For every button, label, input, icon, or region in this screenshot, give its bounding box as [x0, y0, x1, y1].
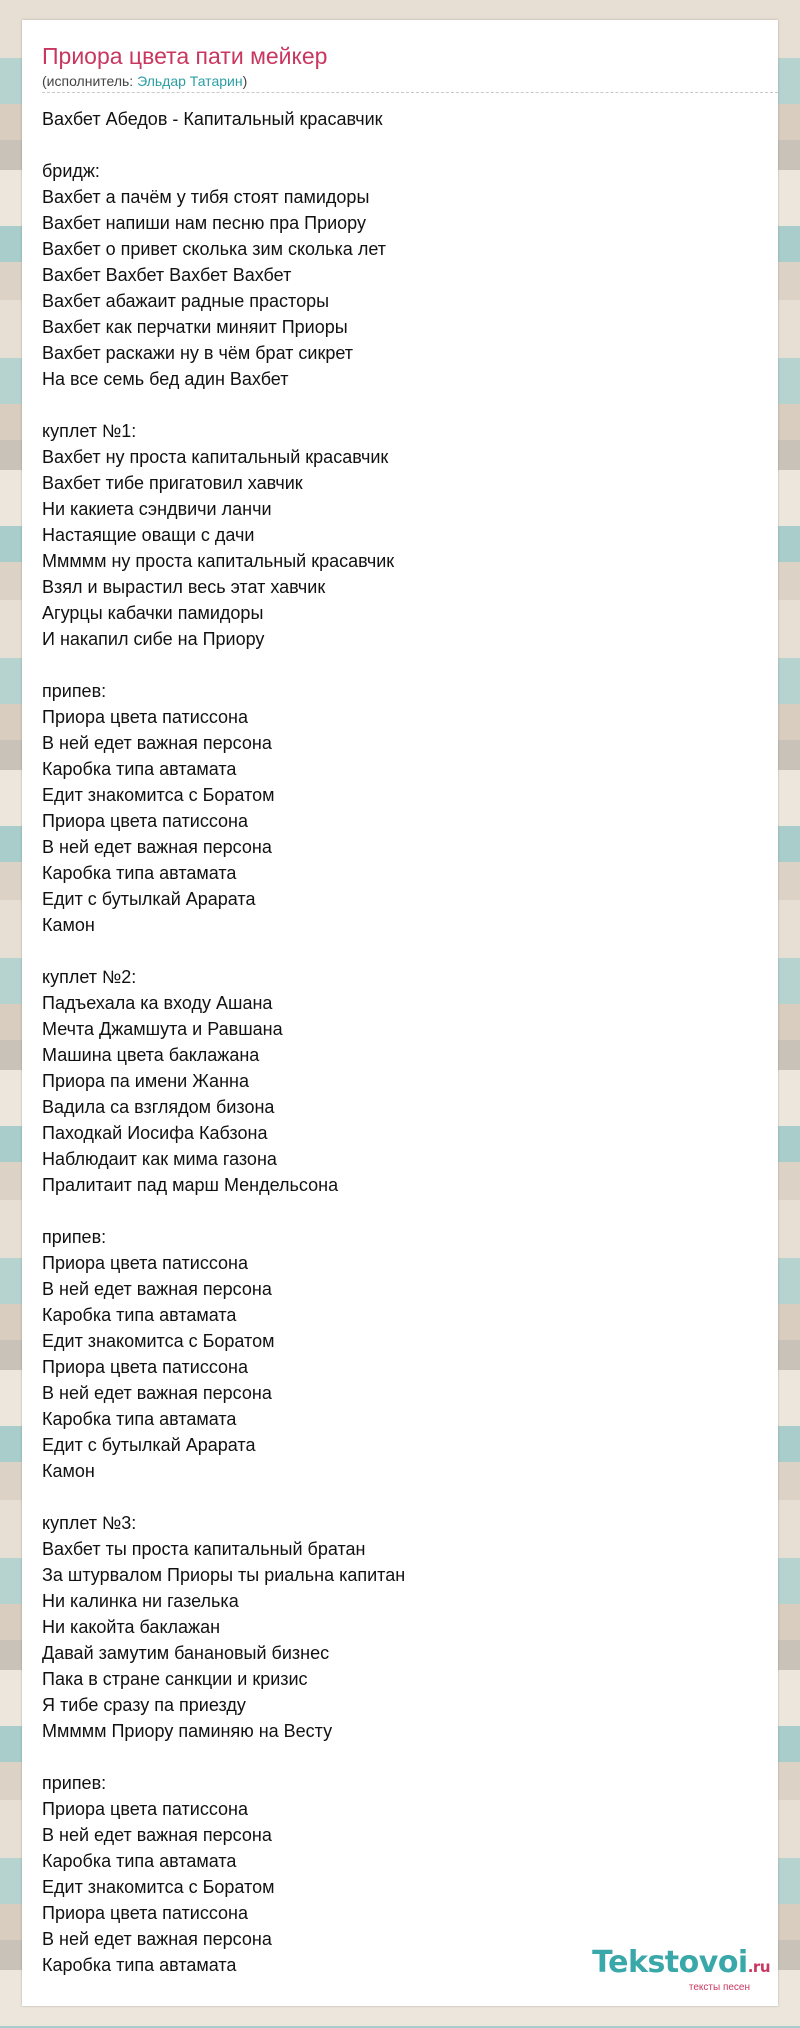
lyrics-line: На все семь бед адин Вахбет	[42, 369, 289, 389]
lyrics-line: Каробка типа автамата	[42, 1305, 237, 1325]
lyrics-line: Приора цвета патиссона	[42, 707, 248, 727]
lyrics-line: Ни какиета сэндвичи ланчи	[42, 499, 272, 519]
lyrics-line: Я тибе сразу па приезду	[42, 1695, 246, 1715]
lyrics-line: Приора цвета патиссона	[42, 811, 248, 831]
lyrics-line: Ни какойта баклажан	[42, 1617, 221, 1637]
logo-tagline: тексты песен	[688, 1982, 750, 1993]
lyrics-line: В ней едет важная персона	[42, 1825, 272, 1845]
lyrics-line: припев:	[42, 1773, 107, 1793]
lyrics-line: Приора цвета патиссона	[42, 1357, 248, 1377]
lyrics-line: Вахбет раскажи ну в чём брат сикрет	[42, 343, 354, 363]
lyrics-line: Вахбет как перчатки миняит Приоры	[42, 317, 348, 337]
lyrics-line: Вахбет Абедов - Капитальный красавчик	[42, 109, 383, 129]
lyrics-line: Приора па имени Жанна	[42, 1071, 249, 1091]
lyrics-line: Едит знакомитса с Боратом	[42, 1331, 275, 1351]
lyrics-line: Едит знакомитса с Боратом	[42, 785, 275, 805]
lyrics-line: припев:	[42, 1227, 107, 1247]
lyrics-line: В ней едет важная персона	[42, 733, 272, 753]
lyrics-line: Камон	[42, 915, 95, 935]
lyrics-line: куплет №3:	[42, 1513, 137, 1533]
lyrics-line: Каробка типа автамата	[42, 1955, 237, 1975]
lyrics-line: Ммммм ну проста капитальный красавчик	[42, 551, 395, 571]
lyrics-line: Приора цвета патиссона	[42, 1903, 248, 1923]
artist-line	[42, 72, 778, 93]
lyrics-line: Каробка типа автамата	[42, 863, 237, 883]
lyrics-line: Вахбет о привет сколька зим сколька лет	[42, 239, 386, 259]
lyrics-line: Вахбет ну проста капитальный красавчик	[42, 447, 389, 467]
lyrics-line: В ней едет важная персона	[42, 1383, 272, 1403]
artist-suffix: )	[242, 73, 248, 89]
lyrics-line: Вахбет а пачём у тибя стоят памидоры	[42, 187, 370, 207]
lyrics-blank-line	[42, 1198, 762, 1224]
lyrics-line: И накапил сибе на Приору	[42, 629, 265, 649]
lyrics-line: Вахбет абажаит радные прасторы	[42, 291, 330, 311]
artist-link[interactable]: Эльдар Татарин	[137, 73, 243, 89]
lyrics-line: Мечта Джамшута и Равшана	[42, 1019, 283, 1039]
lyrics-line: Ни калинка ни газелька	[42, 1591, 239, 1611]
lyrics-line: Каробка типа автамата	[42, 1851, 237, 1871]
lyrics-blank-line	[42, 1484, 762, 1510]
lyrics-line: Паходкай Иосифа Кабзона	[42, 1123, 268, 1143]
lyrics-line: Приора цвета патиссона	[42, 1799, 248, 1819]
logo-name: Tekstovoi	[592, 1945, 748, 1980]
lyrics-line: В ней едет важная персона	[42, 1279, 272, 1299]
lyrics-line: Пралитаит пад марш Мендельсона	[42, 1175, 339, 1195]
lyrics-line: Вахбет Вахбет Вахбет Вахбет	[42, 265, 292, 285]
lyrics-text	[42, 106, 762, 1978]
lyrics-line: Каробка типа автамата	[42, 1409, 237, 1429]
lyrics-line: Ммммм Приору паминяю на Весту	[42, 1721, 333, 1741]
lyrics-line: В ней едет важная персона	[42, 1929, 272, 1949]
lyrics-blank-line	[42, 132, 762, 158]
lyrics-line: В ней едет важная персона	[42, 837, 272, 857]
lyrics-blank-line	[42, 938, 762, 964]
lyrics-line: Наблюдаит как мима газона	[42, 1149, 277, 1169]
song-title: Приора цвета пати мейкер	[42, 43, 328, 69]
lyrics-line: Настаящие оващи с дачи	[42, 525, 255, 545]
lyrics-line: Камон	[42, 1461, 95, 1481]
lyrics-line: Едит с бутылкай Арарата	[42, 1435, 256, 1455]
lyrics-line: Машина цвета баклажана	[42, 1045, 260, 1065]
lyrics-line: припев:	[42, 681, 107, 701]
lyrics-line: куплет №1:	[42, 421, 137, 441]
lyrics-line: За штурвалом Приоры ты риальна капитан	[42, 1565, 406, 1585]
lyrics-card	[22, 20, 778, 2006]
lyrics-line: бридж:	[42, 161, 100, 181]
lyrics-line: Вахбет тибе пригатовил хавчик	[42, 473, 303, 493]
lyrics-line: Падъехала ка входу Ашана	[42, 993, 273, 1013]
lyrics-line: куплет №2:	[42, 967, 137, 987]
lyrics-line: Взял и вырастил весь этат хавчик	[42, 577, 326, 597]
lyrics-line: Каробка типа автамата	[42, 759, 237, 779]
lyrics-line: Едит знакомитса с Боратом	[42, 1877, 275, 1897]
lyrics-blank-line	[42, 1744, 762, 1770]
lyrics-line: Приора цвета патиссона	[42, 1253, 248, 1273]
lyrics-line: Вадила са взглядом бизона	[42, 1097, 275, 1117]
lyrics-blank-line	[42, 652, 762, 678]
lyrics-blank-line	[42, 392, 762, 418]
lyrics-line: Едит с бутылкай Арарата	[42, 889, 256, 909]
logo-tld: .ru	[747, 1958, 770, 1976]
lyrics-line: Агурцы кабачки памидоры	[42, 603, 264, 623]
lyrics-line: Вахбет напиши нам песню пра Приору	[42, 213, 366, 233]
lyrics-line: Давай замутим банановый бизнес	[42, 1643, 330, 1663]
lyrics-line: Пака в стране санкции и кризис	[42, 1669, 308, 1689]
lyrics-line: Вахбет ты проста капитальный братан	[42, 1539, 366, 1559]
artist-prefix: (исполнитель:	[42, 73, 138, 89]
site-logo[interactable]	[592, 1945, 770, 1994]
